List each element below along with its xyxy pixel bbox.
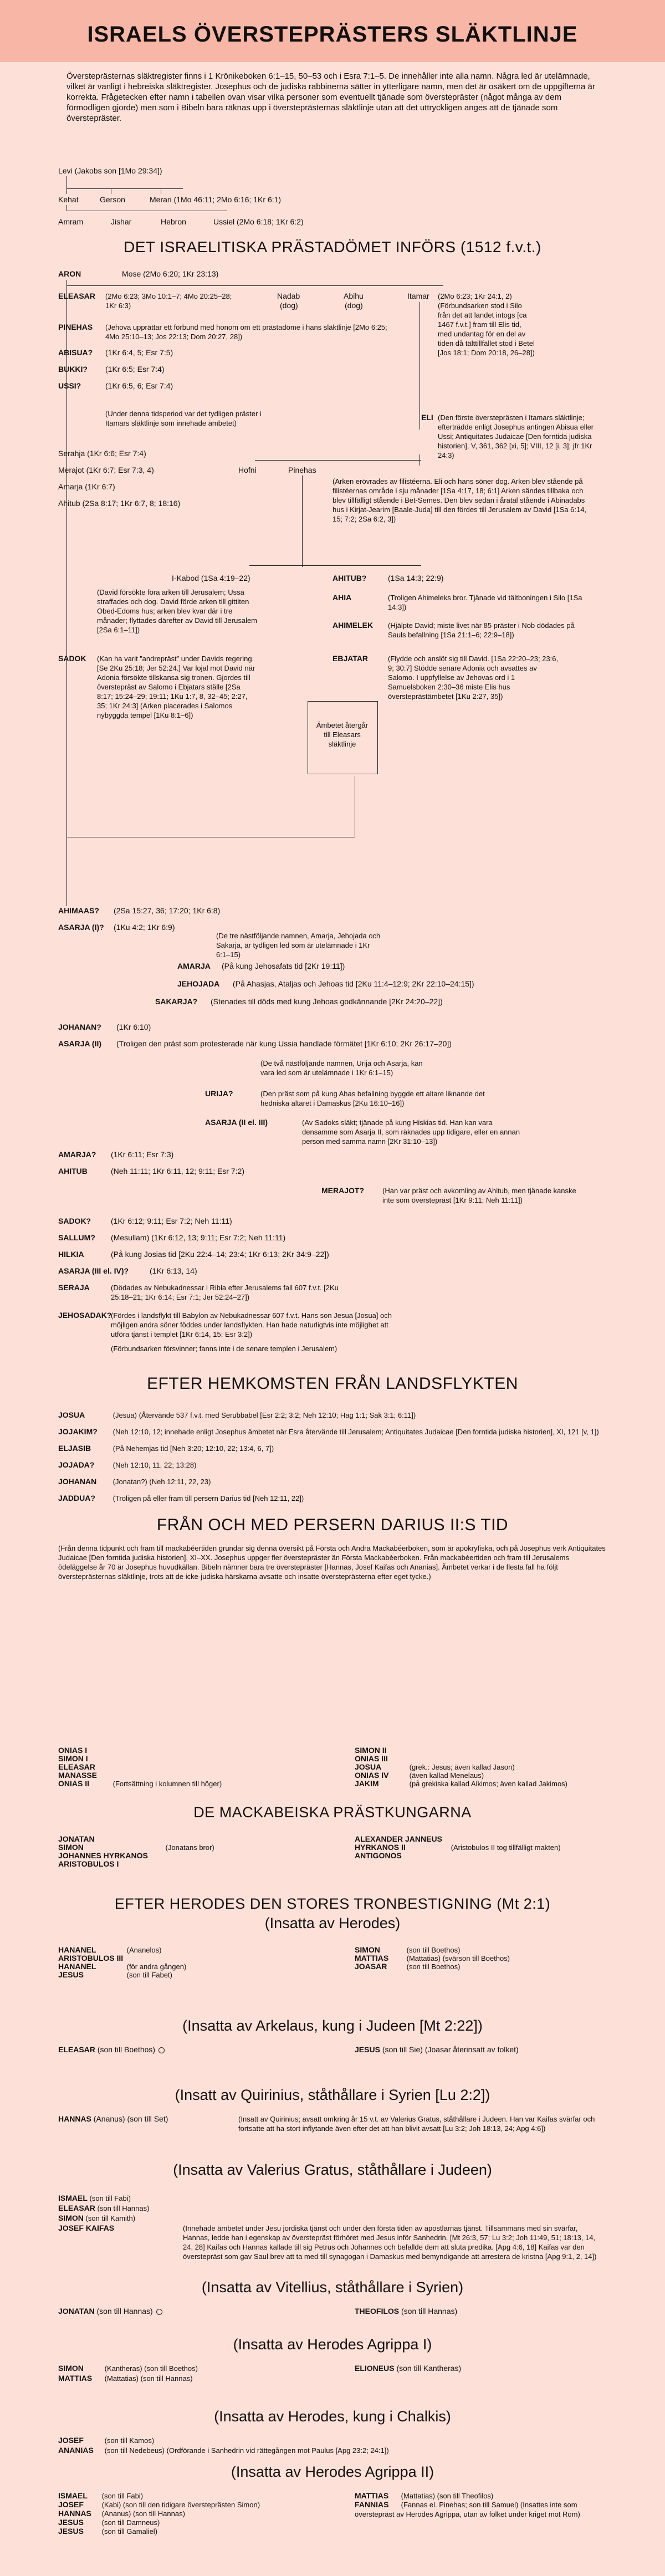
hannas-note: (Insatt av Quirinius; avsatt omkring år 15 v.t. av Valerius Gratus, ståthållare i Judeen. Han var Kaifas svärfar och fortsatte att ha stort inflytande även efter det att han blivit avsatt [Lu 3:2; Joh 18:13, 24; Apg 4:6]) (238, 2115, 595, 2133)
ussi-note: (Under denna tidsperiod var det tydligen präster i Itamars släktlinje som innehade ämbetet) (105, 410, 262, 427)
sadok2: SADOK? (58, 1217, 91, 1225)
merajot2: MERAJOT? (321, 1186, 364, 1195)
ahitub2: AHITUB? (332, 574, 367, 582)
priest-name: SIMON II (355, 1746, 387, 1755)
subheading-quirinius: (Insatt av Quirinius, ståthållare i Syrien [Lu 2:2]) (175, 2087, 490, 2103)
bukki: BUKKI? (58, 365, 88, 374)
merari: Merari (1Mo 46:11; 2Mo 6:16; 1Kr 6:1) (150, 195, 282, 204)
priest-ref: (grek.: Jesus; även kallad Jason) (407, 1763, 515, 1771)
levi: Levi (Jakobs son [1Mo 29:34]) (58, 166, 162, 175)
vitellius-right (355, 2307, 604, 2316)
itamar-note: (Förbundsarken stod i Silo från det att landet intogs [ca 1467 f.v.t.] fram till Elis tid, med undantag för en del av tiden då tälttillfället stod i Betel [Jos 18:1; Dom 20:18, 26–28]) (438, 301, 535, 357)
asarja3: ASARJA (II el. III) (205, 1118, 268, 1127)
jishar: Jishar (111, 217, 132, 226)
ahia-ref: (Troligen Ahimeleks bror. Tjänade vid tältboningen i Silo [1Sa 14:3]) (388, 594, 582, 611)
list-item (355, 1962, 604, 1971)
itamar: Itamar (407, 292, 429, 300)
ahitub3: AHITUB (58, 1167, 88, 1175)
priest-ref: (son till Boethos) (405, 1946, 461, 1954)
list-item (58, 2518, 335, 2527)
priest-name: JOASAR (355, 1962, 387, 1971)
subheading-vitellius: (Insatta av Vitellius, ståthållare i Syrien) (201, 2279, 464, 2296)
section-heading-darius: FRÅN OCH MED PERSERN DARIUS II:S TID (156, 1516, 509, 1534)
priest-name: ARISTOBULOS I (58, 1859, 119, 1868)
priest-ref: (Mattatias) (svärson till Boethos) (405, 1954, 510, 1962)
priest-ref: (På Nehemjas tid [Neh 3:20; 12:10, 22; 13:4, 6, 7]) (111, 1444, 274, 1453)
eleasar-ref: (2Mo 6:23; 3Mo 10:1–7; 4Mo 20:25–28; 1Kr 6:3) (105, 292, 232, 310)
merajot: Merajot (1Kr 6:7; Esr 7:3, 4) (58, 466, 154, 474)
ahimaas-ref: (2Sa 15:27, 36; 17:20; 1Kr 6:8) (114, 906, 221, 915)
vitellius-right-ref: (son till Hannas) (401, 2307, 458, 2316)
hannas-ref: (Ananus) (son till Set) (93, 2114, 168, 2123)
priest-name: MATTIAS (355, 2491, 389, 2500)
section-heading-priesthood: DET ISRAELITISKA PRÄSTADÖMET INFÖRS (1512 f.v.t.) (124, 238, 541, 255)
tree-line (66, 188, 67, 194)
list-item (58, 2224, 180, 2233)
priest-name: MANASSE (58, 1771, 98, 1780)
arkelaus-left-ref: (son till Boethos) (97, 2045, 156, 2054)
list-item (58, 1460, 607, 1470)
page-title: ISRAELS ÖVERSTEPRÄSTERS SLÄKTLINJE (87, 22, 578, 47)
list-item (58, 2500, 335, 2509)
priest-name: ARISTOBULOS III (58, 1954, 124, 1962)
priest-name: ONIAS I (58, 1746, 88, 1755)
amarja2: AMARJA (177, 962, 211, 970)
priest-ref: (Mattatias) (son till Hannas) (103, 2374, 193, 2383)
priest-name: JOSEF KAIFAS (58, 2224, 115, 2232)
subheading-herod: (Insatta av Herodes) (264, 1915, 401, 1931)
jehojada: JEHOJADA (177, 979, 220, 988)
nadab-note: (dog) (280, 301, 298, 310)
nadab: Nadab (277, 292, 300, 300)
hebron: Hebron (161, 217, 186, 226)
ussiel: Ussiel (2Mo 6:18; 1Kr 6:2) (213, 217, 304, 226)
priest-name: HANANEL (58, 1945, 96, 1954)
priest-ref: (Jonatan?) (Neh 12:11, 22, 23) (111, 1478, 211, 1486)
priest-name: JOSEF (58, 2436, 84, 2445)
priest-name: ONIAS IV (355, 1771, 389, 1780)
priest-ref: (för andra gången) (125, 1962, 187, 1971)
jehosadak-note: (Förbundsarken försvinner; fanns inte i de senare templen i Jerusalem) (111, 1345, 337, 1353)
list-item (58, 2214, 180, 2223)
priest-ref: (son till Fabi) (87, 2194, 131, 2202)
list-item (58, 2204, 180, 2213)
priest-name: SIMON I (58, 1754, 88, 1763)
priest-name: MATTIAS (355, 1954, 389, 1962)
priest-ref: (Ananelos) (125, 1946, 162, 1954)
priest-ref: (son till Nedebeus) (Ordförande i Sanhedrin vid rättegången mot Paulus [Apg 23:2; 24:1]) (103, 2446, 389, 2455)
abisua: ABISUA? (58, 348, 93, 357)
priest-ref: (son till Damneus) (100, 2518, 160, 2527)
urija: URIJA? (205, 1089, 233, 1098)
ahimelek-ref: (Hjälpte David; miste livet när 85 präster i Nob dödades på Sauls befallning [1Sa 21:1–6; 22:9–18]) (388, 621, 575, 639)
asarja2: ASARJA (II) (58, 1039, 102, 1048)
johanan: JOHANAN? (58, 1023, 101, 1031)
ussi: USSI? (58, 381, 81, 390)
eli-ref: (Den förste översteprästen i Itamars släktlinje; efterträdde enligt Josephus antingen Abisua eller Ussi; Antiquitates Judaicae [Den forntida judiska historien], V, 361, 362 [xi, 5]; VIII, 12 [i, 3]; jfr 1Kr 24:3) (438, 413, 594, 459)
priest-name: SIMON (58, 2364, 84, 2373)
priest-name: ELEASAR (58, 1762, 95, 1771)
sakarja: SAKARJA? (155, 997, 198, 1006)
priest-name: ANTIGONOS (355, 1851, 402, 1860)
subheading-gratus: (Insatta av Valerius Gratus, ståthållare i Judeen) (173, 2161, 492, 2178)
eli: ELI (421, 413, 433, 422)
arkelaus-right (355, 2045, 604, 2054)
priest-ref: (son till Boethos) (405, 1962, 461, 1971)
priest-name: MATTIAS (58, 2374, 93, 2383)
priest-ref: (Mattatias) (son till Theofilos) (399, 2492, 494, 2500)
sadok-ref: (Kan ha varit ”andrepräst” under Davids regering. [Se 2Ku 25:18; Jer 52:24.] Var lojal mot David när Adonia försökte tillskansa sig tronen. Gjordes till överstepräst av Salomo i Ebjatars ställe [2Sa 8:17; 15:24–29; 19:11; 1Ku 1:7, 8, 32–45; 2:27, 35; 1Kr 24:3] (Arken placerades i Salomos nybyggda tempel [1Ku 8:1–6]) (97, 655, 255, 719)
list-item (58, 1427, 607, 1437)
priest-name: HANANEL (58, 1962, 96, 1971)
tree-line (66, 205, 67, 211)
list-item (58, 1444, 607, 1453)
hofni: Hofni (238, 466, 257, 474)
sadok2-ref: (1Kr 6:12; 9:11; Esr 7:2; Neh 11:11) (111, 1217, 232, 1225)
priest-ref: (Neh 12:10, 12; innehade enligt Josephus ämbetet när Esra återvände till Jerusalem; Antiquitates Judaicae [Den forntida judiska historien], XI, 121 [v, 1]) (111, 1428, 599, 1436)
section-heading-post-exile: EFTER HEMKOMSTEN FRÅN LANDSFLYKTEN (147, 1374, 518, 1393)
tree-line (249, 565, 421, 566)
list-item (355, 2500, 598, 2519)
priest-name: JOJADA? (58, 1460, 95, 1469)
priest-name: JAKIM (355, 1779, 379, 1788)
priest-ref: (Fannas el. Pinehas; son till Samuel) (Insattes inte som överstepräst av Herodes Agrippa, utan av folket under kriget mot Rom) (355, 2501, 580, 2518)
itamar-ref: (2Mo 6:23; 1Kr 24:1, 2) (438, 292, 512, 300)
asarja-note: (De tre nästföljande namnen, Amarja, Jehojada och Sakarja, är tydligen led som är utelämnade i 1Kr 6:1–15) (216, 932, 381, 959)
priest-ref: (Jonatans bror) (163, 1843, 214, 1852)
ahia: AHIA (332, 593, 352, 602)
list-item (355, 2491, 598, 2501)
tree-line (66, 285, 443, 286)
tree-line (302, 476, 303, 567)
gerson: Gerson (100, 195, 125, 204)
list-item (58, 1477, 607, 1486)
priest-ref: (son till Kamith) (83, 2214, 136, 2222)
arkelaus-right-name: JESUS (355, 2045, 380, 2054)
priest-ref: (son till Gamaliel) (100, 2527, 158, 2536)
agrippa1-right-ref: (son till Kantheras) (396, 2364, 462, 2373)
priest-name: SIMON (58, 1843, 84, 1852)
asarja1: ASARJA (I)? (58, 923, 104, 932)
ambetet-box-text: Ämbetet återgår till Eleasars släktlinje (316, 721, 369, 748)
kehat: Kehat (58, 195, 79, 204)
darius-note: (Från denna tidpunkt och fram till mackabéertiden grundar sig denna översikt på Första och Andra Mackabéerboken, som är apokryfiska, och på Josephus verk Antiquitates Judaicae [Den forntida judiska historien], XI–XX. Josephus uppger fler överstepräster än Första Mackabéerboken. Från mackabéertiden och fram till Jerusalems ödeläggelse år 70 är Josephus huvudkällan. Bibeln nämner bara tre överstepräster [Hannas, Josef Kaifas och Ananias]. Ämbetet verkar i de flesta fall ha följt översteprästernas släktlinje, trots att de icke-judiska härskarna avsatte och insatte översteprästerna efter eget tycke.) (58, 1544, 606, 1581)
arkelaus-left-name: ELEASAR (58, 2045, 95, 2054)
list-item (58, 2509, 335, 2518)
priest-name: JOSEF (58, 2500, 84, 2509)
priest-ref: (Ananus) (son till Hannas) (100, 2509, 185, 2518)
priest-name: ANANIAS (58, 2446, 94, 2455)
section-heading-maccabees: DE MACKABEISKA PRÄSTKUNGARNA (193, 1804, 472, 1821)
priest-name: JONATAN (58, 1834, 95, 1843)
seraja: SERAJA (58, 1283, 90, 1292)
ebjatar: EBJATAR (332, 654, 369, 663)
list-item (58, 1494, 607, 1503)
urija-ref: (Den präst som på kung Ahas befallning byggde ett altare liknande det hedniska altaret i Damaskus [2Ku 16:10–16]) (260, 1090, 485, 1107)
tree-line (66, 176, 67, 188)
serahja: Serahja (1Kr 6:6; Esr 7:4) (58, 449, 146, 458)
abihu: Abihu (344, 292, 364, 300)
jehosadak: JEHOSADAK? (58, 1311, 112, 1320)
subheading-agrippa2: (Insatta av Herodes Agrippa II) (231, 2463, 434, 2480)
pinehas-ref: (Jehova upprättar ett förbund med honom om ett prästadöme i hans släktlinje [2Mo 6:25; 4Mo 25:10–13; Jos 22:13; Dom 20:27, 28]) (105, 323, 387, 341)
amarja3-ref: (1Kr 6:11; Esr 7:3) (111, 1150, 174, 1159)
priest-name: JOJAKIM? (58, 1427, 98, 1436)
header-band (0, 0, 665, 62)
subheading-arkelaus: (Insatta av Arkelaus, kung i Judeen [Mt 2:22]) (182, 2017, 483, 2034)
ussi-ref: (1Kr 6:5, 6; Esr 7:4) (105, 381, 173, 390)
priest-name: JESUS (58, 1970, 84, 1979)
asarja1-ref: (1Ku 4:2; 1Kr 6:9) (114, 923, 175, 932)
priest-ref: (son till Kamos) (103, 2436, 155, 2445)
ikabod: I-Kabod (1Sa 4:19–22) (172, 574, 250, 582)
arkelaus-right-ref: (son till Sie) (Joasar återinsatt av folket) (382, 2045, 519, 2054)
priest-ref: (Neh 12:10, 11, 22; 13:28) (111, 1461, 197, 1469)
subheading-chalkis: (Insatta av Herodes, kung i Chalkis) (214, 2408, 451, 2425)
ark-note: (Arken erövrades av filistéerna. Eli och hans söner dog. Arken blev stående på filistéernas område i sju månader [1Sa 4:17, 18; 6:1] Arken sändes tillbaka och blev tillfälligt stående i Bet-Semes. Den blev sedan i åratal stående i Abinadabs hus i Kirjat-Jearim [Baale-Juda] till den fördes till Jerusalem av David [1Sa 6:14, 15; 7:2; 2Sa 6:2, 3]) (332, 477, 587, 523)
list-item (58, 2436, 607, 2445)
priest-ref: (son till Hannas) (95, 2204, 150, 2212)
vitellius-right-name: THEOFILOS (355, 2307, 400, 2316)
list-item (58, 1410, 607, 1420)
list-item (58, 2374, 324, 2383)
priest-ref: (även kallad Menelaus) (407, 1771, 484, 1780)
priest-ref: (Troligen på eller fram till persern Darius tid [Neh 12:11, 22]) (111, 1494, 304, 1502)
list-item (58, 1779, 324, 1788)
ahitub1: Ahitub (2Sa 8:17; 1Kr 6:7, 8; 18:16) (58, 499, 181, 508)
ahimaas: AHIMAAS? (58, 906, 99, 915)
list-item (58, 1970, 324, 1980)
priest-name: ELJASIB (58, 1444, 91, 1453)
eleasar: ELEASAR (58, 292, 95, 300)
circle-marker (156, 2309, 162, 2315)
list-item (58, 1859, 324, 1869)
priest-ref: (Aristobulos II tog tillfälligt makten) (449, 1843, 561, 1852)
priest-name: JOHANAN (58, 1477, 97, 1486)
bukki-ref: (1Kr 6:5; Esr 7:4) (105, 365, 165, 374)
priest-name: JOSUA (58, 1410, 85, 1419)
priest-name: FANNIAS (355, 2500, 389, 2509)
asarja4: ASARJA (III el. IV)? (58, 1266, 129, 1275)
asarja3-ref: (Av Sadoks släkt; tjänade på kung Hiskias tid. Han kan vara densamme som Asarja II, som räknades upp tidigare, eller en annan person med samma namn [2Kr 31:10–13]) (302, 1118, 520, 1146)
priest-name: SIMON (355, 1945, 380, 1954)
jehosadak-ref: (Fördes i landsflykt till Babylon av Nebukadnessar 607 f.v.t. Hans son Jesua [Josua] och möjligen andra söner föddes under landsflykten. Han hade naturligtvis inte möjlighet att utföra tjänst i templet [1Kr 6:14, 15; Esr 3:2]) (111, 1311, 392, 1338)
hannas-name: HANNAS (58, 2114, 91, 2123)
priest-name: HYRKANOS II (355, 1843, 406, 1852)
tree-line (255, 460, 421, 461)
amarja2-ref: (På kung Jehosafats tid [2Kr 19:11]) (222, 962, 345, 970)
asarja2-ref: (Troligen den präst som protesterade när kung Ussia handlade förmätet [1Kr 6:10; 2Kr 26:17–20]) (116, 1039, 452, 1048)
tree-line (66, 188, 183, 189)
priest-name: ALEXANDER JANNEUS (355, 1834, 442, 1843)
priest-name: SIMON (58, 2214, 84, 2222)
subheading-agrippa1: (Insatta av Herodes Agrippa I) (233, 2336, 432, 2353)
intro-paragraph: Översteprästernas släktregister finns i 1 Krönikeboken 6:1–15, 50–53 och i Esra 7:1–5. De innehåller inte alla namn. Några led är utelämnade, vilket är vanligt i hebreiska släktregister. Josephus och de judiska rabbinerna sätter in ytterligare namn, men det är osäkert om de uppgifterna är korrekta. Frågetecken efter namn i tabellen ovan visar vilka personer som eventuellt tjänade som överstepräster (något många av dem förmodligen gjorde) men som i Bibeln bara räknas upp i översteprästernas släktlinje utan att det uttryckligen anges att de tjänade som överstepräster. (66, 71, 595, 123)
list-item (58, 2194, 180, 2203)
priest-ref: (son till Fabet) (125, 1971, 172, 1979)
asarja4-ref: (1Kr 6:13, 14) (150, 1266, 197, 1275)
section-heading-herod: EFTER HERODES DEN STORES TRONBESTIGNING (Mt 2:1) (114, 1895, 551, 1912)
priest-ref: (på grekiska kallad Alkimos; även kallad Jakimos) (407, 1780, 568, 1788)
priest-name: JADDUA? (58, 1494, 95, 1502)
hilkia: HILKIA (58, 1250, 84, 1259)
pinehas: PINEHAS (58, 323, 93, 331)
priest-name: ISMAEL (58, 2491, 88, 2500)
agrippa1-right-name: ELIONEUS (355, 2364, 395, 2373)
jehojada-ref: (På Ahasjas, Ataljas och Jehoas tid [2Ku 11:4–12:9; 2Kr 22:10–24:15]) (233, 979, 474, 988)
ebjatar-ref: (Flydde och anslöt sig till David. [1Sa 22:20–23; 23:6, 9; 30:7] Stödde senare Adonia och avsattes av Salomo. I uppfyllelse av Jehovas ord i 1 Samuelsboken 2:30–36 miste Elis hus översteprästämbetet [1Ku 2:27, 35]) (388, 655, 559, 701)
priest-ref: (Kantheras) (son till Boethos) (103, 2364, 198, 2373)
ahitub2-ref: (1Sa 14:3; 22:9) (388, 574, 444, 582)
abihu-note: (dog) (345, 301, 363, 310)
priest-name: ONIAS III (355, 1754, 388, 1763)
priest-name: JESUS (58, 2518, 84, 2527)
priest-ref: (Jesua) (Återvände 537 f.v.t. med Serubbabel [Esr 2:2; 3:2; Neh 12:10; Hag 1:1; Sak 3:1; 6:11]) (111, 1411, 416, 1419)
priest-name: ONIAS II (58, 1779, 90, 1788)
list-item (58, 2491, 335, 2501)
david-note: (David försökte föra arken till Jerusalem; Ussa straffades och dog. David förde arken till gittiten Obed-Edoms hus; arken blev kvar där i tre månader; flyttades därefter av David till Jerusalem [2Sa 6:1–11]) (97, 588, 258, 634)
amarja1: Amarja (1Kr 6:7) (58, 482, 115, 491)
sakarja-ref: (Stenades till döds med kung Jehoas godkännande [2Kr 24:20–22]) (211, 997, 443, 1006)
list-item (355, 1779, 604, 1788)
sallum-ref: (Mesullam) (1Kr 6:12, 13; 9:11; Esr 7:2; Neh 11:11) (111, 1233, 286, 1242)
priest-ref: (son till Fabi) (100, 2492, 144, 2500)
ahimelek: AHIMELEK (332, 621, 374, 630)
list-item (58, 2446, 607, 2455)
kaifas-note: (Innehade ämbetet under Jesu jordiska tjänst och under den första tiden av apostlarnas tjänst. Tillsammans med sin svärfar, Hannas, ledde han i egenskap av överstepräst förhöret med Jesus inför Sanhedrin. [Mt 26:3, 57; Lu 3:2; Joh 11:49, 51; 18:13, 14, 24, 28] Kaifas och Hannas kallade till sig Petrus och Johannes och befallde dem att sluta predika. [Apg 4:6, 18] Kaifas var den överstepräst som gav Saul brev att ta med till synagogan i Damaskus med bemyndigande att arrestera de kristna [Apg 9:1, 2, 14]) (183, 2224, 597, 2261)
priest-ref: (Kabi) (son till den tidigare översteprästen Simon) (100, 2501, 260, 2509)
abisua-ref: (1Kr 6:4, 5; Esr 7:5) (105, 348, 173, 357)
priest-name: ELEASAR (58, 2204, 95, 2212)
priest-name: HANNAS (58, 2509, 91, 2518)
pinehas2: Pinehas (288, 466, 316, 474)
sadok: SADOK (58, 654, 86, 663)
vitellius-left-name: JONATAN (58, 2307, 95, 2316)
priest-name: JOSUA (355, 1762, 382, 1771)
amarja3: AMARJA? (58, 1150, 96, 1159)
sallum: SALLUM? (58, 1233, 95, 1242)
priest-ref: (Fortsättning i kolumnen till höger) (111, 1780, 222, 1788)
circle-marker (158, 2047, 165, 2053)
johanan-ref: (1Kr 6:10) (116, 1023, 151, 1031)
list-item (58, 2527, 335, 2536)
merajot2-ref: (Han var präst och avkomling av Ahitub, men tjänade kanske inte som överstepräst [1Kr 9:11; Neh 11:11]) (382, 1187, 576, 1204)
ahitub3-ref: (Neh 11:11; 1Kr 6:11, 12; 9:11; Esr 7:2) (111, 1167, 244, 1175)
list-item (355, 1851, 604, 1861)
urija-note: (De två nästföljande namnen, Urija och Asarja, kan vara led som är utelämnade i 1Kr 6:1–15) (260, 1059, 423, 1077)
mose: Mose (2Mo 6:20; 1Kr 23:13) (122, 269, 219, 278)
aron: ARON (58, 269, 81, 278)
priest-name: JOHANNES HYRKANOS (58, 1851, 148, 1860)
priest-name: ISMAEL (58, 2194, 88, 2202)
hilkia-ref: (På kung Josias tid [2Ku 22:4–14; 23:4; 1Kr 6:13; 2Kr 34:9–22]) (111, 1250, 329, 1259)
list-item (58, 2364, 324, 2373)
seraja-ref: (Dödades av Nebukadnessar i Ribla efter Jerusalems fall 607 f.v.t. [2Ku 25:18–21; 1Kr 6:14; Esr 7:1; Jer 52:24–27]) (111, 1284, 339, 1301)
amram: Amram (58, 217, 84, 226)
priest-name: JESUS (58, 2527, 84, 2536)
vitellius-left-ref: (son till Hannas) (96, 2307, 153, 2316)
agrippa1-right (355, 2364, 604, 2373)
